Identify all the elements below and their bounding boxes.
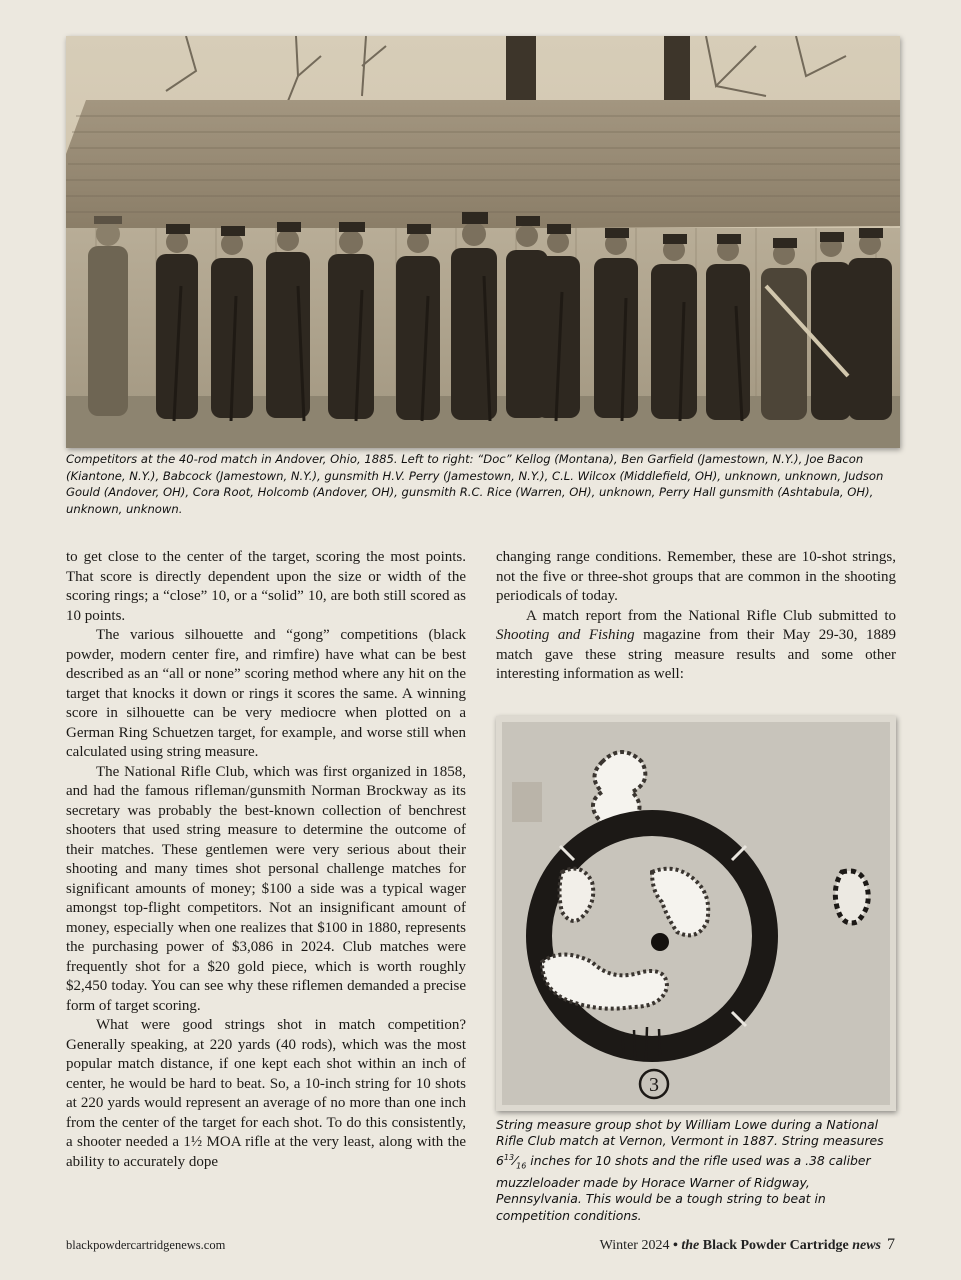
page-number: 7 (887, 1236, 895, 1253)
magazine-title: Shooting and Fishing (496, 627, 635, 643)
paragraph: What were good strings shot in match competition? Generally speaking, at 220 yards (40 rods), which was the most popular match distance, if one kept each shot within an inch of center, he would be hard to beat. So, a 10-inch string for 10 shots at 220 yards would represent an average of no more than one inch from the center of the target for each shot. To do this consistently, a shooter needed a 1½ MOA rifle at the very least, along with the ability to accurately dope (66, 1017, 466, 1170)
historic-group-photo (66, 36, 900, 448)
paragraph-text: A match report from the National Rifle Club submitted to (526, 607, 896, 624)
paragraph: changing range conditions. Remember, these are 10-shot strings, not the five or three-shot groups that are common in the shooting periodicals of today. (496, 549, 896, 604)
paragraph-text: magazine from their May 29-30, 1889 match gave these string measure results and some other interesting information as well: (496, 627, 896, 682)
paragraph: The National Rifle Club, which was first organized in 1858, and had the famous rifleman/gunsmith Norman Brockway as its secretary was probably the best-known collection of benchrest shooters that used string measure to determine the outcome of their matches. These gentlemen were very serious about their shooting and many times shot personal challenge matches for significant amounts of money; $100 a side was a typical wager amongst top-flight competitors. Not an insignificant amount of money, especially when one realizes that $100 in 1880, represents the purchasing power of $3,086 in 2024. Club matches were frequently shot for a $20 gold piece, which is worth roughly $2,450 today. You can see why these riflemen demanded a precise form of target scoring. (66, 763, 466, 1014)
target-photo (496, 716, 896, 1111)
photo-image (66, 36, 900, 448)
fraction-denominator: 16 (516, 1161, 527, 1171)
target-illustration (502, 722, 890, 1105)
magazine-name: Black Powder Cartridge (702, 1238, 849, 1253)
target-number-label: 3 (649, 1074, 659, 1096)
caption-text: inches for 10 shots and the rifle used was a .38 caliber muzzleloader made by Horace Warner of Ridgway, Pennsylvania. This would be a tough string to beat in competition conditions. (496, 1152, 871, 1223)
footer-issue-info (600, 1236, 895, 1254)
target-image (502, 722, 890, 1105)
target-caption: String measure group shot by William Lowe during a National Rifle Club match at Vernon, Vermont in 1887. String measures $6^{13}⁄_{16}$ inches for 10 shots and the rifle used was a .38 caliber muzzleloader made by Horace Warner of Ridgway, Pennsylvania. This would be a tough string to beat in competition conditions. (496, 1117, 884, 1223)
right-text-column (496, 548, 896, 685)
paragraph (496, 607, 896, 685)
issue-date: Winter 2024 (599, 1238, 670, 1253)
fraction-numerator: 13 (503, 1152, 515, 1162)
mag-the: the (681, 1238, 700, 1253)
caption-text: String measure group shot by William Lowe during a National Rifle Club match at Vernon, Vermont in 1887. String measures 6 (496, 1117, 884, 1168)
bullet: • (672, 1238, 678, 1253)
footer-website: blackpowdercartridgenews.com (66, 1238, 226, 1252)
left-text-column (66, 548, 466, 1172)
paragraph: to get close to the center of the target, scoring the most points. That score is directly dependent upon the size or width of the scoring rings; a “close” 10, or a “solid” 10, are both still scored as 10 points. (66, 549, 466, 624)
mag-news: news (852, 1238, 881, 1253)
photo-caption: Competitors at the 40-rod match in Andover, Ohio, 1885. Left to right: “Doc” Kellog (Montana), Ben Garfield (Jamestown, N.Y.), Joe Bacon (Kiantone, N.Y.), Babcock (Jamestown, N.Y.), gunsmith H.V. Perry (Jamestown, N.Y.), C.L. Wilcox (Middlefield, OH), unknown, unknown, Judson Gould (Andover, OH), Cora Root, Holcomb (Andover, OH), gunsmith R.C. Rice (Warren, OH), unknown, Perry Hall gunsmith (Ashtabula, OH), unknown, unknown. (66, 452, 884, 516)
paragraph: The various silhouette and “gong” competitions (black powder, modern center fire, and rimfire) have what can be best described as an “all or none” scoring method where any hit on the target that knocks it down or rings it scores the same. A winning score in silhouette can be very mediocre when plotted on a German Ring Schuetzen target, for example, and worse still when calculated using string measure. (66, 627, 466, 760)
